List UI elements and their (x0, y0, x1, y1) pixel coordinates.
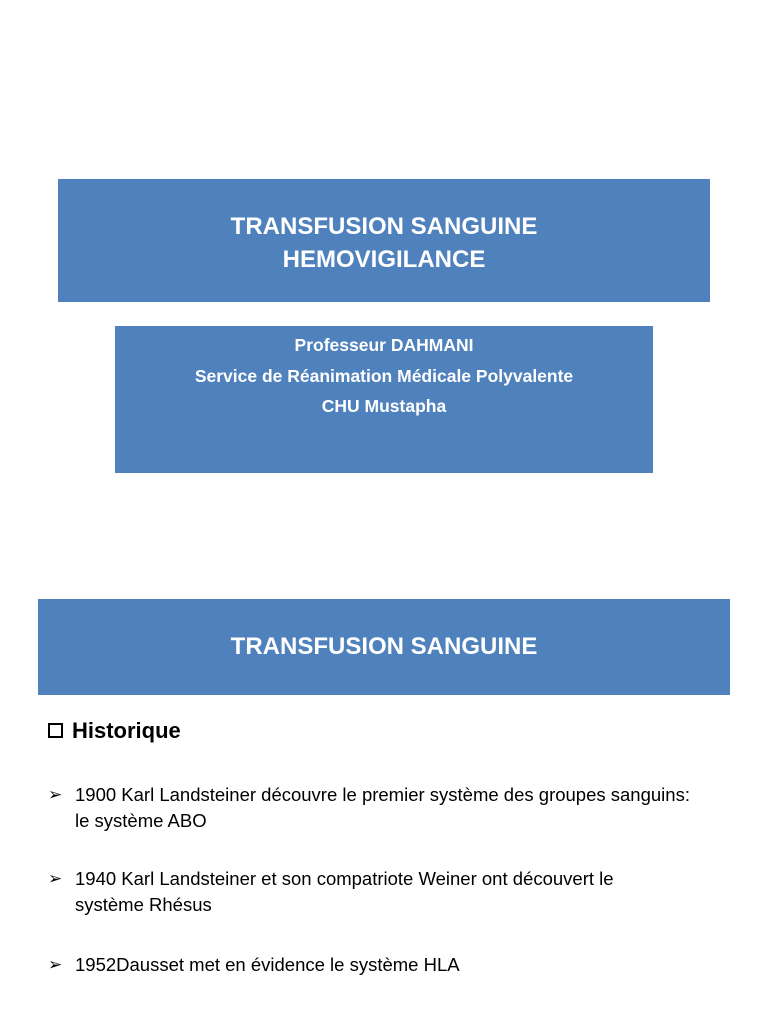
title-line-1: TRANSFUSION SANGUINE (230, 213, 538, 240)
list-item (48, 866, 738, 918)
list-item-text (75, 866, 614, 918)
section-title-box (38, 599, 730, 695)
arrow-icon: ➢ (48, 869, 63, 888)
list-item-text (75, 952, 460, 978)
arrow-icon: ➢ (48, 785, 63, 804)
heading-label: Historique (72, 718, 181, 743)
department-line: Service de Réanimation Médicale Polyvalente (194, 365, 574, 386)
list-item-line-1: 1900 Karl Landsteiner découvre le premier système des groupes sanguins: (75, 784, 690, 805)
list-item-text (75, 782, 690, 834)
title-line-2: HEMOVIGILANCE (282, 246, 486, 273)
section-title: TRANSFUSION SANGUINE (230, 633, 538, 660)
list-item-line-1: 1940 Karl Landsteiner et son compatriote Weiner ont découvert le (75, 868, 614, 889)
subtitle-box (115, 326, 653, 473)
author-line: Professeur DAHMANI (294, 335, 474, 355)
list-item-line-2: système Rhésus (75, 894, 212, 915)
list-item-line-2: le système ABO (75, 810, 207, 831)
historique-heading (48, 718, 181, 744)
list-item (48, 782, 738, 834)
checkbox-icon (48, 723, 63, 738)
list-item-line-1: 1952Dausset met en évidence le système HLA (75, 954, 460, 975)
title-box (58, 179, 710, 302)
hospital-line: CHU Mustapha (321, 396, 447, 416)
list-item (48, 952, 738, 978)
arrow-icon: ➢ (48, 955, 63, 974)
